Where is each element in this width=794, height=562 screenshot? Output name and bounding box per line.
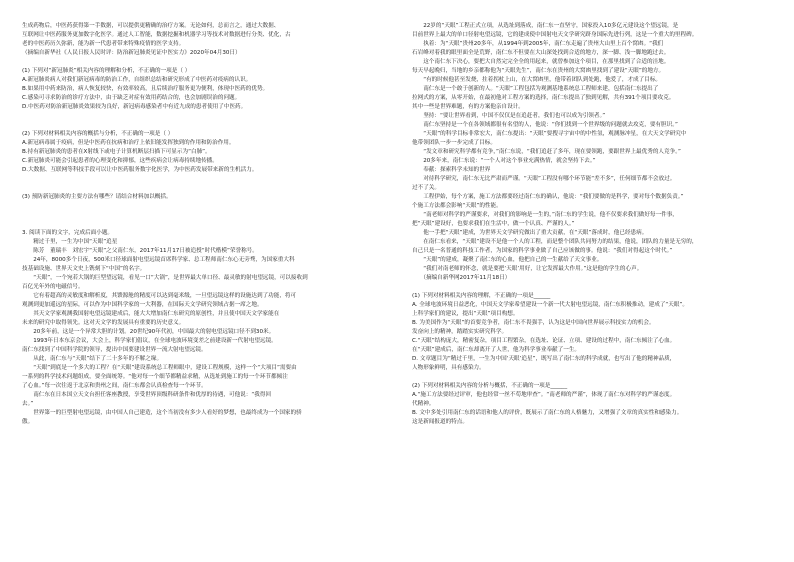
answer-space [22, 202, 380, 220]
question-line: (3) 预防新冠肺炎的主要方法有哪些？请结合材料加以概括。 [22, 194, 172, 200]
option-line: B. 文中多处引用南仁东的话语和他人的评价，既展示了南仁东的人格魅力，又增强了文章的真实性和感染力。 [412, 410, 683, 416]
text-line: 22岁的“天眼”工程正式立项，从选址到落成，南仁东一直坚守，国家投入10多亿元建设这个望远镜，是 [412, 23, 679, 29]
text-line: 观测到更加遥远的星际，可以作为中国科学家的一大利器，在国际天文学研究领域占据一席之地。 [22, 302, 263, 308]
text-line: 其中一些是世界难题，有的方案他亲自设计。 [412, 104, 524, 110]
option-line: A.新冠病毒属于疫病，但是中医药在抗病和治疗上依旧能发挥独到的作用和防治作用。 [22, 140, 235, 146]
option-line: 代精神。 [412, 401, 435, 407]
option-line: D.大数据、互联网等科技手段可以让中医药服务数字化医学，为中医药发展带来新的生机活力。 [22, 167, 258, 173]
text-line: 工程伊始，每个方案，施工方法都要经过南仁东的确认，他说：“我们要做的是科学，要对每个数据负责。” [412, 194, 684, 200]
question-line: (2) 下列对材料相关内容的概括与分析，不正确的一项是（ ） [22, 131, 174, 137]
spacer [22, 58, 380, 67]
text-line: 过不了关。 [412, 185, 440, 191]
text-line: 去。” [22, 401, 34, 407]
text-line: 自己只是一名普通的科技工作者，为国家的科学事业做了自己应该做的事。他说：“我们对得起这个时代。” [412, 248, 673, 254]
text-line: 石岩峰对着我的眼里面全是荒野，南仁东不但要在大山深处找到合适的地方，深一脚、浅一脚地跑过去。 [412, 50, 670, 56]
text-line: 目前世界上最大的单口径射电望远镜，它的建成使中国射电天文学研究跻身国际先进行列，这是一个重大的里程碑。 [412, 32, 698, 38]
text-line: “天眼”的科学目标非常宏大，南仁东提出：“天眼”要搜寻宇宙中的中性氢，观测脉冲星，在大天文学研究中 [412, 131, 687, 137]
text-line: “天眼”，一个宛若大锅的巨型望远镜，看见一口“大锅”，是世界最大单口径、最灵敏的射电望远镜，可以接收到 [22, 275, 308, 281]
text-line: “天眼”到底是一个多大的工程？在“天眼”建设系统总工程师眼中，建设工程规模，这样一个“大项目”需要由 [22, 365, 297, 371]
text-line: 把“天眼”建设好，也要求我们在生活中，做一个认真、严谨的人。” [412, 221, 575, 227]
text-line: 从此，南仁东与“天眼”结下了二十多年的不解之缘。 [22, 356, 163, 362]
question-line: (1) 下列对材料相关内容的理解，不正确的一项是______ [412, 293, 551, 299]
text-line: 生成药物后，中医药获得第一手数据，可以提供更精确的治疗方案。无论如何，总而言之，通过大数据、 [22, 23, 280, 29]
left-column [22, 22, 380, 427]
option-line: D. 文章题目为“精过千里，一生为中国‘天眼’追星”，既写出了南仁东的科学成就，也写出了他的精神品质， [412, 356, 676, 362]
text-line: 他一手把“天眼”建成，为世界天文学研究做出了重大贡献，在“天眼”落成时，他已经患病。 [412, 230, 648, 236]
text-line: 陈芳 董瑞丰 刘宏宇“天眼”之父南仁东，2017年11月17日被追授“时代楷模”荣誉称号。 [22, 248, 258, 254]
text-line: 对待科学研究，南仁东无比严肃而严谨。“天眼”工程没有哪个环节能“差不多”，任何细节都不会放过。 [412, 176, 676, 182]
option-line: A.新冠肺炎病人对我们新冠病毒的防治工作，自组织总结和研究形成了中医药对疫病的认识。 [22, 77, 252, 83]
text-line: 南仁东在日本国立天文台担任客座教授，享受世界顶级科研条件和优厚的待遇，可他说：“我得回 [22, 392, 272, 398]
text-line: 在南仁东看来，“天眼”建设不是他一个人的工程，而是整个团队共同努力的结果，他说，团队的力量是无穷的， [412, 239, 698, 245]
option-line: C.“天眼”结构庞大，精密复杂，项目工程繁杂，在选址、论证、立项、建设的过程中，南仁东倾注了心血。 [412, 338, 676, 344]
right-column [412, 22, 770, 427]
text-line: 他带领团队一步一步完成了目标。 [412, 140, 496, 146]
option-line: A. 全球电波环境日益恶化，中国天文学家希望建设一个新一代大射电望远镜，南仁东积极推动，建成了“天眼”。 [412, 302, 688, 308]
text-line: （摘编自新华社《人民日报人民时评：防治新冠肺炎见证中医实力》2020年04月30日） [22, 50, 241, 56]
text-line: 南仁东是一个敢于创新的人。“天眼”工程包括为观测基地系统总工程师来建，包括南仁东提出了 [412, 86, 659, 92]
text-line: 技基础设施、世界天文史上镌刻下“中国”的名字。 [22, 266, 146, 272]
spacer [412, 373, 770, 382]
spacer [22, 220, 380, 229]
option-line: C.感染可寻求防治的诊疗方法中，由于缺乏对症有效用药结合的，也会加剧误治的问题。 [22, 95, 241, 101]
option-line: B.持有新冠肺炎的患者在X射线下或电子计算机断层扫描下可显示为“白肺”。 [22, 149, 211, 155]
text-line: 20多年来，南仁东说：“一个人对这个事业充满热情，就会坚持下去。” [412, 158, 596, 164]
text-line: 执着：为“天眼”贵州20多年，从1994年到2005年，南仁东走遍了贵州大山里上百个窝凼。“我们 [412, 41, 664, 47]
text-line: 南仁东找到了中国科学院的领导，提出中国要建设世界一流大射电望远镜。 [22, 347, 207, 353]
question-line: 3. 阅读下面的文字，完成后面小题。 [22, 230, 114, 236]
option-line: D.中医药对防治新冠肺炎效果较为良好，新冠病毒感染者中有近九成的患者使用了中医药。 [22, 104, 247, 110]
option-line: B.如果用中药来防治，病人恢复较快，有效率较高，且后续治疗服务更为便利，体现中医药的优势。 [22, 86, 269, 92]
question-line: (2) 下列对材料相关内容的分析与概括，不正确的一项是______ [412, 383, 568, 389]
option-line: B. 为美国作为“天眼”的首要竞争者，南仁东不畏强手，认为这是中国向世界展示科技实力的机会。 [412, 320, 655, 326]
option-line: 在“天眼”建成后，南仁东却离开了人世，他为科学事业奉献了一生。 [412, 347, 581, 353]
text-line: 这个南仁东下决心，要把大自然完完全全的用起来，就曾参加这个项目，在那里找到了合适的洼地。 [412, 59, 670, 65]
text-line: 24年，8000多个日夜，500米口径球面射电望远镜首席科学家、总工程师南仁东心无旁骛，为国家重大科 [22, 257, 295, 263]
question-line: (1) 下列对“新冠肺炎”相关内容的理解和分析，不正确的一项是（ ） [22, 68, 191, 74]
text-line: “天眼”的建成，凝聚了南仁东的心血，他把自己的一生献给了天文事业。 [412, 257, 603, 263]
text-line: 百亿光年外的电磁信号。 [22, 284, 84, 290]
text-line: 一系列的科学技术问题组成，要全面统筹。“他对每一个细节都精益求精，从选址到施工的每一个环节都倾注 [22, 374, 288, 380]
option-line: A.“施工方法要经过评审，他也经常一丝不苟地审查”。“南老师的严谨”，体现了南仁东对科学的严谨态度。 [412, 392, 676, 398]
text-line: 老的中医药历久弥新，能为新一代患者带来特殊疫情的医学支持。 [22, 41, 185, 47]
text-line: 坚持：“要让世界看到，中国不仅仅是在追赶者，我们也可以成为引领者。” [412, 113, 606, 119]
answer-space [22, 175, 380, 193]
text-line: 世界第一的巨型射电望远镜，由中国人自己建造，这个当初没有多少人看好的梦想，也最终成为一个国家的骄 [22, 410, 302, 416]
text-line: 其天文学家观测我国射电望远镜建成后，能大大增加南仁东研究的原创性，并且使中国天文学家能在 [22, 311, 280, 317]
option-line: 这是新闻报道的特点。 [412, 419, 468, 425]
answer-space [22, 112, 380, 130]
option-line: C.新冠肺炎可能会引起患者的心理变化和抑郁，这些疾病会让病毒持续地传播。 [22, 158, 218, 164]
text-line: 它有着超高的灵敏度和解析度，其馈源舱的精度可以达到毫米级，一旦望远镜这样的设施达到了功能，将可 [22, 293, 297, 299]
text-line: 拉网式的方案，从零开始，在最初他对工程方案的选择，南仁东提出了独到见解，共有391个项目要攻克。 [412, 95, 675, 101]
text-line: “有的时候他甚至发烧，拄着拐杖上山，在大窝凼里，他带着团队到处跑，他爱了，才成了目标。 [412, 77, 662, 83]
text-line: 傲。 [22, 419, 34, 425]
text-line: “发文章和研究科学都有竞争，”南仁东说，“我们追赶了多年，现在要领跑，要跟世界上最优秀的人竞争。” [412, 149, 681, 155]
option-line: 上科学家们的建议，提出“天眼”项目构想。 [412, 311, 519, 317]
text-line: （摘编自新华网2017年11月18日） [412, 275, 511, 281]
text-line: 个施工方法都会影响“天眼”的性能。 [412, 203, 502, 209]
text-line: “南老师对科学的严谨要求，对我们的影响是一生的，”南仁东的学生说，他不仅要求我们做好每一件事， [412, 212, 678, 218]
text-line: 互联网让中医药服务更加数字化医学。通过人工智能，数据挖掘和机器学习等技术对数据进行分类、优化，古 [22, 32, 291, 38]
spacer [412, 283, 770, 292]
text-line: 精过千里，一生为中国“天眼”追星 [22, 239, 118, 245]
option-line: 人物形象鲜明，具有感染力。 [412, 365, 485, 371]
text-line: 未来的研究中取得领先。这对天文学的发展具有重要的历史意义。 [22, 320, 185, 326]
text-line: 20多年前，这是一个异常大胆的计划。20世纪90年代初，中国最大的射电望远镜口径不到30米。 [22, 329, 275, 335]
text-line: 每天早起晚归，当地的乡亲都称他为“天眼先生”，南仁东在贵州的大窝凼里找到了建设“天眼”的地方。 [412, 68, 665, 74]
text-line: 1993年日本东京会议，大会上，科学家们倡议，在全球电波环境变差之前建设新一代射电望远镜。 [22, 338, 277, 344]
text-line: 南仁东坚持是一个在各领域都很有名望的人，他说：“你们找到一个世界级的问题就去攻克，要有胆识。” [412, 122, 678, 128]
text-line: “我们对南老师的怀念，就是要把‘天眼’用好，让它发挥最大作用。”这是他的学生的心声。 [412, 266, 643, 272]
text-line: 了心血。”每一次往返于北京和贵州之间，南仁东都会认真检查每一个环节。 [22, 383, 207, 389]
option-line: 发奋向上的精神，踏踏实实研究科学。 [412, 329, 508, 335]
text-line: 奉献：探索科学未知的世界 [412, 167, 491, 173]
